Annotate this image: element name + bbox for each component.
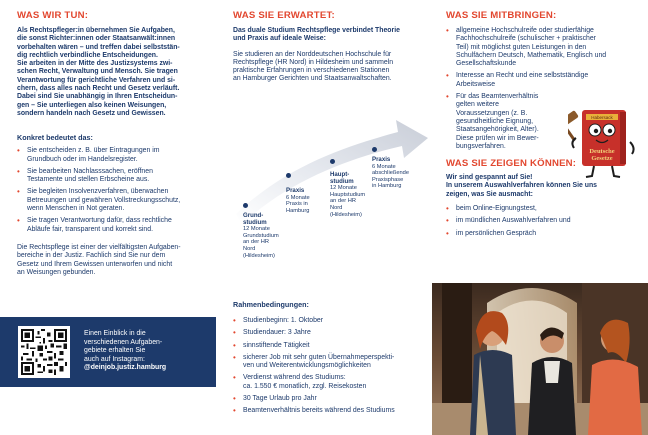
instagram-line: Einen Einblick in die [84,330,146,337]
task-item-line: Grundbuch oder im Handelsregister. [27,155,138,163]
stage-line: abschließende [372,170,409,177]
stage-line: an der HR [243,239,269,246]
qr-code-image [21,329,67,375]
framework-item-line: ven und Weiterentwicklungsmöglichkeiten [243,362,371,370]
intro-line: sondern handeln nach Gesetz und Gewissen. [17,109,166,117]
intro-line: dig rechtlich verbindliche Entscheidungen. [17,51,158,59]
outro-text [17,244,206,277]
task-item-line: • Sie tragen Verantwortung dafür, dass rechtliche [27,217,172,225]
stage-line: 6 Monate [372,163,396,170]
intro-study-bold [233,27,420,44]
stage-title: Praxis [286,187,305,194]
requirement-item [446,27,638,68]
outro-line: Gesetz und Ihrem Gewissen unterworfen und nicht [17,260,173,268]
study-line: Rechtspflege (HR Nord) in Hildesheim und sammeln [233,58,394,66]
stage-line: Hamburg [286,207,310,214]
stage-line: Praxis in [286,201,308,208]
selection-step [446,230,638,238]
students-photo [432,283,648,435]
requirement-item-line: gesundheitliche Eignung, [456,117,534,125]
study-line: praktische Erfahrungen in verschiedenen Stationen [233,67,390,75]
selection-step-line: • beim Online-Eignungstest, [456,205,537,213]
framework-item [233,317,423,325]
heading-requirements: WAS SIE MITBRINGEN: [446,10,557,21]
book-title-line-2: Gesetze [591,155,613,162]
selection-bold-line: In unserem Auswahlverfahren können Sie uns [446,182,597,190]
stage-line: in Hamburg [372,183,402,190]
task-item-line: • Sie bearbeiten Nachlasssachen, eröffnen [27,167,153,175]
requirement-item-line: • Interesse an Recht und eine selbstständige [456,72,589,80]
stage-title: studium [243,218,267,226]
heading-what-we-do: WAS WIR TUN: [17,10,89,21]
requirement-item-line: Staatsangehörigkeit, Alter). [456,126,539,134]
instagram-line: verschiedenen Aufgaben- [84,338,163,346]
stage-line: Nord [243,245,256,252]
selection-step-line: • im mündlichen Auswahlverfahren und [456,217,571,225]
requirement-item [446,72,638,89]
stage-line: Hauptstudium [330,191,366,198]
concrete-tasks-list [17,147,206,234]
timeline-stage-grundstudium [243,213,279,259]
stage-title: Praxis [372,156,391,163]
stage-line: (Hildesheim) [243,252,275,259]
timeline-dot-2 [286,173,291,178]
framework-item [233,342,423,350]
framework-item [233,374,423,391]
timeline-stage-praxis-1 [286,188,310,214]
intro-line: die sonst Richter:innen oder Staatsanwält:innen [17,35,176,43]
outro-line: Die Rechtspflege ist einer der vielfältigsten Aufgaben- [17,243,181,251]
task-item-line: Betreuungen und gewähren Vollstreckungsschutz, [27,196,181,204]
instagram-line: gebiete erhalten Sie [84,347,146,355]
framework-item [233,407,423,415]
stage-line: Nord [330,204,343,211]
requirement-item-line: Arbeitsweise [456,80,496,88]
stage-line: an der HR [330,198,356,205]
framework-item [233,395,423,403]
framework-item-line: • sinnstiftende Tätigkeit [243,341,310,349]
outro-line: bereiche in der Justiz. Fachlich sind Sie nur dem [17,252,166,260]
task-item-line: Testamente und stellen Erbscheine aus. [27,176,150,184]
selection-bold-line: Wir sind gespannt auf Sie! [446,174,533,182]
students-photo-image [432,283,648,435]
stage-line: Grundstudium [243,232,279,239]
framework-list [233,317,423,416]
intro-line: chern, dass alles nach Recht und Gesetz verläuft. [17,85,180,93]
intro-line: Sie arbeiten in der Mitte des Justizsystems zwi- [17,60,173,68]
task-item [17,188,206,213]
requirement-item-line: Diese prüfen wir im Bewer- [456,134,539,142]
instagram-box [0,317,216,387]
stage-line: 6 Monate [286,194,310,201]
stage-line: 12 Monate [330,185,357,192]
requirement-item-line: Schulfächern Deutsch, Mathematik, Englisch und [456,51,607,59]
task-item-line: • Sie entscheiden z. B. über Eintragungen im [27,147,160,155]
task-item-line: wenn Menschen in Not geraten. [27,205,125,213]
requirement-item-line: Gesellschaftskunde [456,60,517,68]
intro-line: Dabei sind Sie unabhängig in Ihren Entscheidun- [17,93,178,101]
framework-item-line: • Beamtenverhältnis bereits während des Studiums [243,407,395,415]
framework-item-line: • 30 Tage Urlaub pro Jahr [243,395,317,403]
framework-item-line: • sicherer Job mit sehr guten Übernahmeperspekti- [243,353,395,361]
heading-what-to-expect: WAS SIE ERWARTET: [233,10,335,21]
selection-step [446,217,638,225]
study-bold-line: und Praxis auf ideale Weise: [233,35,326,43]
selection-bold-line: zeigen, was Sie ausmacht: [446,190,533,198]
timeline-dot-1 [243,203,248,208]
intro-study-text [233,51,420,84]
stage-line: Praxisphase [372,176,404,183]
intro-line: gen – Sie unterliegen also keinen Weisungen, [17,101,167,109]
qr-code[interactable] [18,326,70,378]
stage-title: Grund- [243,212,264,219]
timeline-stage-praxis-2 [372,157,409,190]
task-item [17,168,206,185]
framework-item [233,329,423,337]
requirement-item-line: Fachhochschulreife (schulischer + praktischer [456,35,596,43]
intro-line: Als Rechtspfleger:in übernehmen Sie Aufgaben, [17,27,175,34]
subhead-concretely: Konkret bedeutet das: [17,133,93,143]
study-line: an Hamburger Gerichten und Staatsanwaltschaften. [233,75,392,83]
heading-show-skills: WAS SIE ZEIGEN KÖNNEN: [446,158,577,170]
book-title-line-1: Deutsche [589,148,615,155]
task-item [17,217,206,234]
framework-conditions [233,300,423,420]
outro-line: an Weisungen gebunden. [17,268,96,276]
instagram-line: auch auf Instagram: [84,355,145,363]
task-item-line: • Sie begleiten Insolvenzverfahren, überwachen [27,188,169,196]
book-tag: Habersack [591,115,613,120]
framework-item [233,354,423,371]
study-line: Sie studieren an der Norddeutschen Hochschule für [233,50,392,58]
framework-item-line: ca. 1.550 € monatlich, zzgl. Reisekosten [243,382,367,390]
instagram-handle[interactable]: @deinjob.justiz.hamburg [84,364,167,372]
requirement-item-line: • Für das Beamtenverhältnis [456,93,539,101]
framework-item-line: • Verdienst während des Studiums: [243,374,346,382]
task-item [17,147,206,164]
stage-title: studium [330,177,354,185]
intro-line: Verantwortung für gerichtliche Verfahren und si- [17,76,176,84]
timeline-dot-4 [372,147,377,152]
law-book-mascot-icon [568,108,638,180]
instagram-text [84,330,210,373]
study-bold-line: Das duale Studium Rechtspflege verbindet Theorie [233,27,400,34]
requirement-item-line: Teil) mit möglichst guten Leistungen in den [456,43,587,51]
requirement-item-line: Voraussetzungen (z. B. [456,109,528,117]
subhead-framework: Rahmenbedingungen: [233,300,309,309]
selection-steps-list [446,205,638,238]
timeline-dot-3 [330,159,335,164]
intro-what-we-do [17,27,206,118]
requirement-item-line: bungsverfahren. [456,142,506,150]
stage-line: 12 Monate [243,226,270,233]
timeline-stage-hauptstudium [330,172,365,218]
requirement-item-line: • allgemeine Hochschulreife oder studierfähige [456,27,594,34]
selection-step [446,205,638,213]
stage-title: Haupt- [330,171,350,178]
intro-line: vorbehalten wären – und treffen dabei selbststän- [17,43,180,51]
requirement-item-line: gelten weitere [456,101,499,109]
stage-line: (Hildesheim) [330,211,362,218]
framework-item-line: • Studiendauer: 3 Jahre [243,329,311,337]
task-item-line: Abläufe fair, transparent und korrekt sind. [27,225,154,233]
intro-line: schen Recht, Verwaltung und Mensch. Sie tragen [17,68,178,76]
selection-step-line: • im persönlichen Gespräch [456,229,537,237]
framework-item-line: • Studienbeginn: 1. Oktober [243,317,324,324]
study-timeline [216,106,432,286]
